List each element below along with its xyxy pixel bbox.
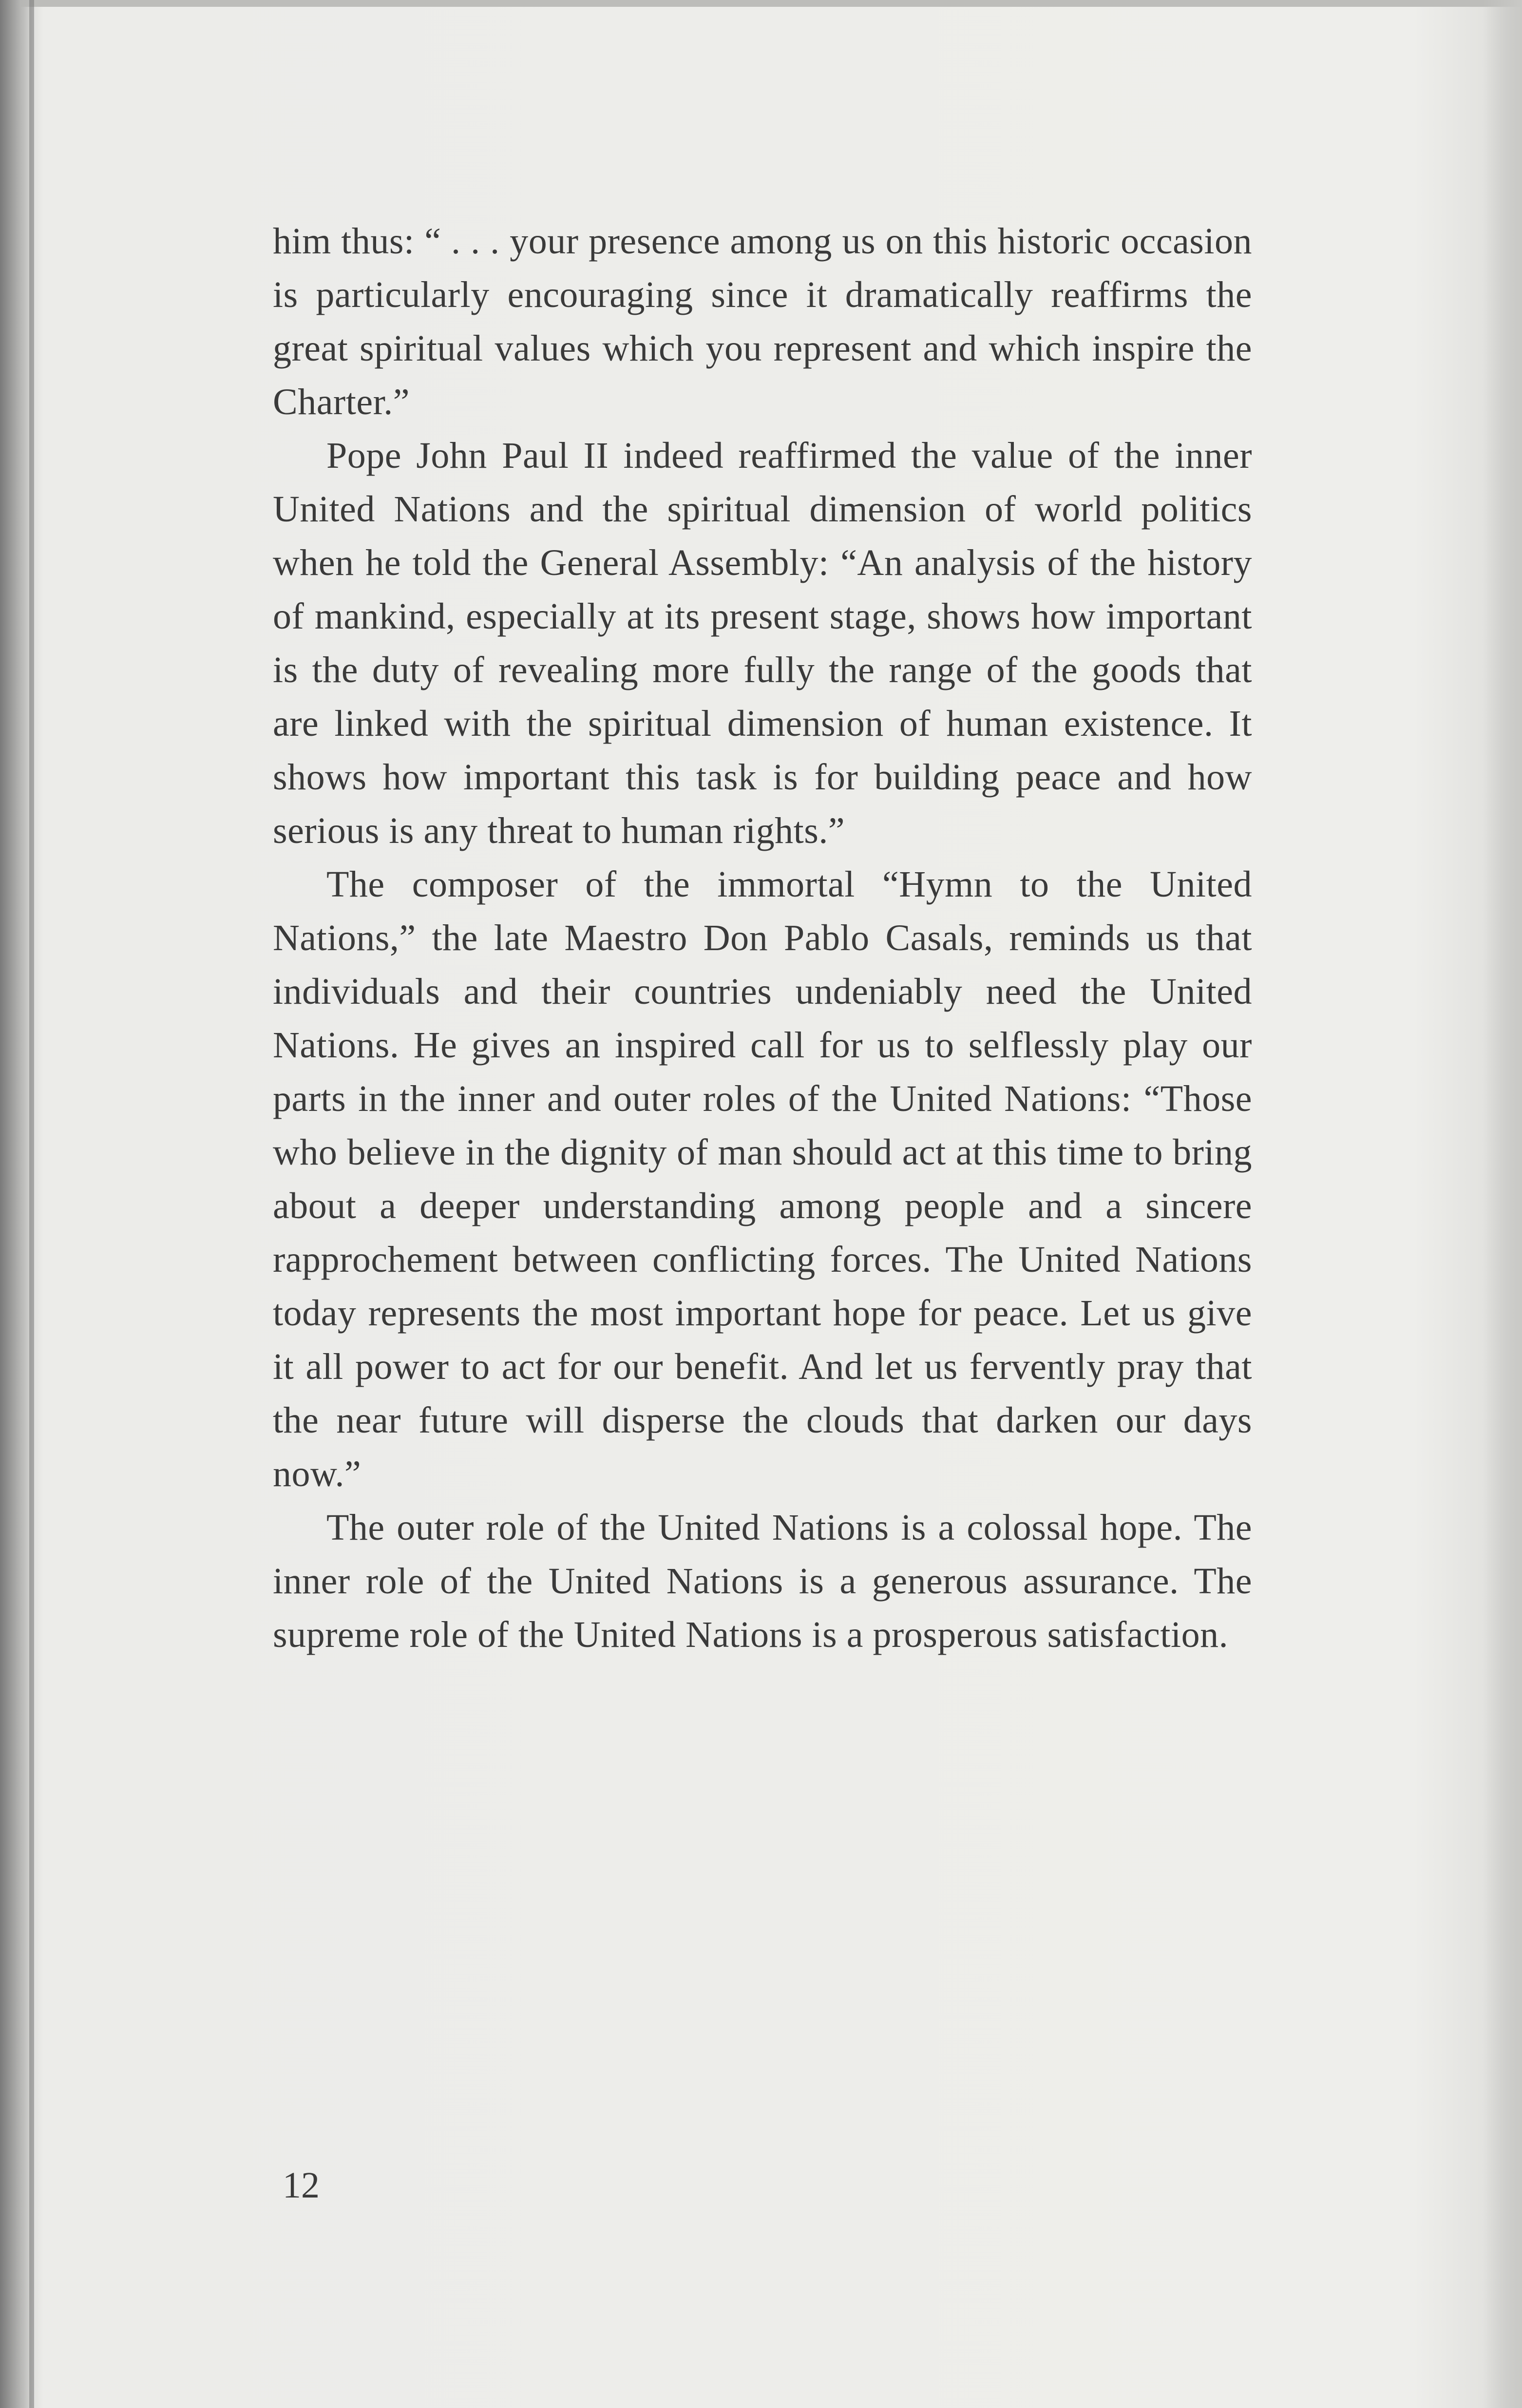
- paragraph-casals: The composer of the immortal “Hymn to the United Nations,” the late Maestro Don Pablo Casals, reminds us that individuals and their countries undeniably need the United Nations. He gives an inspired call for us to selflessly play our parts in the inner and outer roles of the United Nations: “Those who believe in the dignity of man should act at this time to bring about a deeper understanding among people and a sincere rapprochement between conflicting forces. The United Nations today represents the most important hope for peace. Let us give it all power to act for our benefit. And let us fervently pray that the near future will disperse the clouds that darken our days now.”: [273, 864, 1252, 1494]
- paragraph-roles: The outer role of the United Nations is a colossal hope. The inner role of the United Nations is a generous assurance. The supreme role of the United Nations is a prosperous satisfaction.: [273, 1507, 1252, 1655]
- page-right-edge: [1483, 0, 1522, 2408]
- paragraph-pope-john-paul: Pope John Paul II indeed reaffirmed the value of the inner United Nations and the spiritual dimension of world politics when he told the General Assembly: “An analysis of the history of mankind, especially at its present stage, shows how important is the duty of revealing more fully the range of the goods that are linked with the spiritual dimension of human existence. It shows how important this task is for building peace and how serious is any threat to human rights.”: [273, 435, 1252, 851]
- page-top-edge: [0, 0, 1522, 7]
- binding-shadow-line: [29, 0, 34, 2408]
- paragraph-continuation: him thus: “ . . . your presence among us on this historic occasion is particularly encouraging since it dramatically reaffirms the great spiritual values which you represent and which inspire the Charter.”: [273, 221, 1252, 422]
- body-text: [273, 214, 1252, 1662]
- page-number: 12: [283, 2165, 320, 2206]
